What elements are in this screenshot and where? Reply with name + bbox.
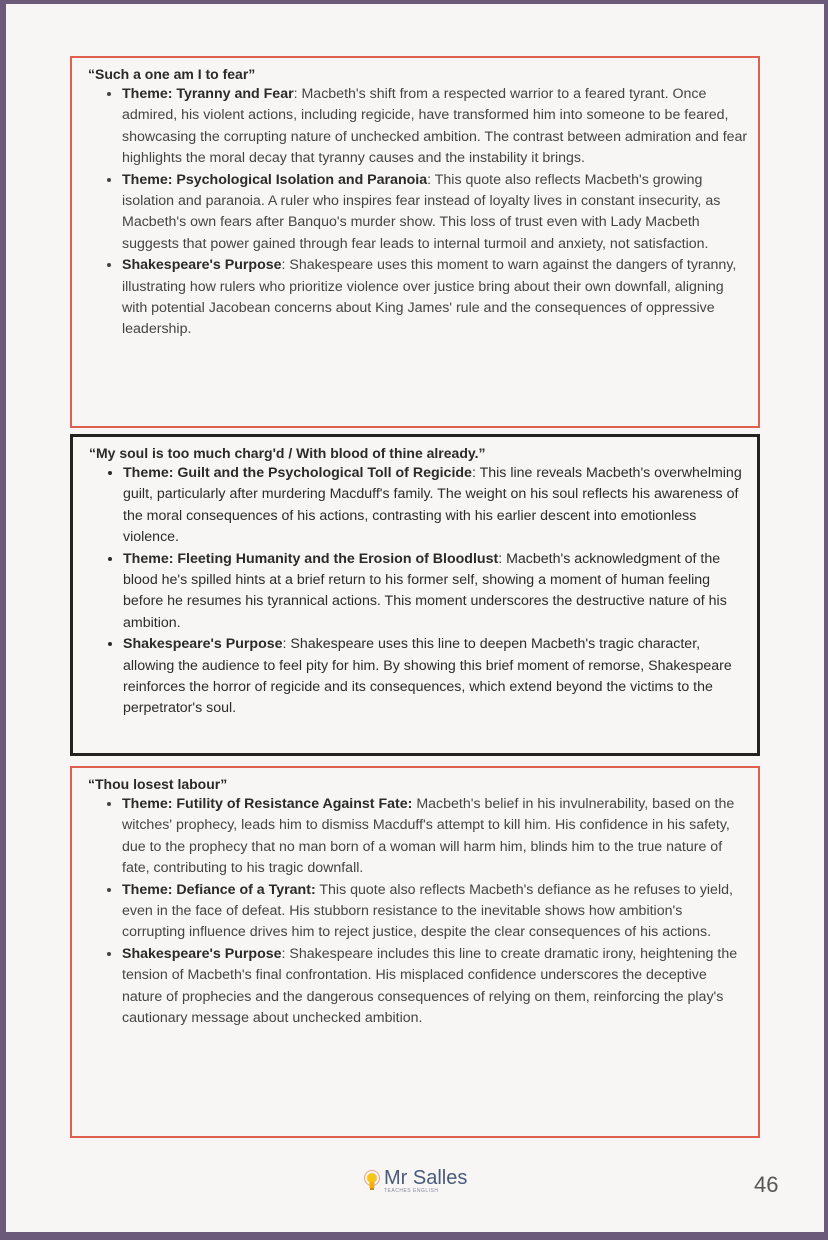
bullet-text: Macbeth's belief in his invulnerability, based on the witches' prophecy, leads him to dismiss Macduff's attempt to kill him. His confidence in his safety, due to the prophecy that no man born of a woman will harm him, blinds him to the true nature of fate, contributing to his tragic downfall. <box>122 796 735 877</box>
document-page <box>6 4 824 1232</box>
quote-box-2 <box>70 434 760 756</box>
list-item <box>122 944 748 1030</box>
bullet-label: Theme: Fleeting Humanity and the Erosion of Bloodlust <box>123 550 499 567</box>
bullet-label: Shakespeare's Purpose <box>123 636 283 653</box>
bullet-label: Theme: Tyranny and Fear <box>122 86 294 102</box>
brand-logo <box>364 1168 467 1194</box>
bullet-text: This quote also reflects Macbeth's defiance as he refuses to yield, even in the face of defeat. His stubborn resistance to the inevitable shows how ambition's corrupting influence drives him to reject justice, despite the clear consequences of his actions. <box>122 881 733 941</box>
bullet-label: Shakespeare's Purpose <box>122 257 282 274</box>
lightbulb-icon <box>364 1170 380 1192</box>
bullet-label: Theme: Guilt and the Psychological Toll of Regicide <box>123 465 472 481</box>
bullet-label: Theme: Defiance of a Tyrant: <box>122 881 316 898</box>
list-item <box>122 880 748 944</box>
brand-tagline: TEACHES ENGLISH <box>384 1188 439 1194</box>
list-item <box>122 794 748 880</box>
quote-box-1 <box>70 56 760 428</box>
list-item <box>122 84 748 170</box>
bullet-text: : Macbeth's acknowledgment of the blood he's spilled hints at a brief return to his former self, showing a moment of human feeling before he resumes his tyrannical actions. This moment underscores the destructive nature of his ambition. <box>123 550 727 631</box>
bullet-text: : This quote also reflects Macbeth's growing isolation and paranoia. A ruler who inspires fear instead of loyalty lives in constant insecurity, as Macbeth's own fears after Banquo's murder show. This loss of trust even with Lady Macbeth suggests that power gained through fear leads to internal turmoil and anxiety, not satisfaction. <box>122 171 721 252</box>
list-item <box>123 549 747 635</box>
quote-heading: “My soul is too much charg'd / With blood of thine already.” <box>89 445 486 461</box>
list-item <box>123 463 747 549</box>
bullet-text: : Macbeth's shift from a respected warrior to a feared tyrant. Once admired, his violent actions, including regicide, have transformed him into someone to be feared, showcasing the corrupting nature of unchecked ambition. The contrast between admiration and fear highlights the moral decay that tyranny causes and the instability it brings. <box>122 86 748 167</box>
list-item <box>122 255 748 341</box>
brand-name: Mr Salles <box>384 1167 468 1189</box>
bullet-label: Theme: Futility of Resistance Against Fate: <box>122 796 413 812</box>
bullet-text: : Shakespeare includes this line to create dramatic irony, heightening the tension of Macbeth's final confrontation. His misplaced confidence underscores the deceptive nature of prophecies and the dangerous consequences of relying on them, reinforcing the play's cautionary message about unchecked ambition. <box>122 945 738 1027</box>
analysis-list <box>94 794 748 1029</box>
bullet-text: : Shakespeare uses this moment to warn against the dangers of tyranny, illustrating how rulers who prioritize violence over justice bring about their own downfall, aligning with potential Jacobean concerns about King James' rule and the consequences of oppressive leadership. <box>122 257 737 338</box>
analysis-list <box>95 463 747 720</box>
bullet-label: Theme: Psychological Isolation and Paranoia <box>122 171 428 188</box>
page-number: 46 <box>754 1172 779 1197</box>
bullet-label: Shakespeare's Purpose <box>122 945 282 962</box>
quote-heading: “Such a one am I to fear” <box>88 66 256 82</box>
list-item <box>123 634 747 720</box>
quote-heading: “Thou losest labour” <box>88 776 228 792</box>
list-item <box>122 170 748 256</box>
analysis-list <box>94 84 748 341</box>
bullet-text: : Shakespeare uses this line to deepen Macbeth's tragic character, allowing the audience to feel pity for him. By showing this brief moment of remorse, Shakespeare reinforces the horror of regicide and its consequences, which extend beyond the victims to the perpetrator's soul. <box>123 636 732 717</box>
bullet-text: : This line reveals Macbeth's overwhelming guilt, particularly after murdering Macduff's family. The weight on his soul reflects his awareness of the moral consequences of his actions, contrasting with his earlier descent into emotionless violence. <box>123 465 742 546</box>
quote-box-3 <box>70 766 760 1138</box>
